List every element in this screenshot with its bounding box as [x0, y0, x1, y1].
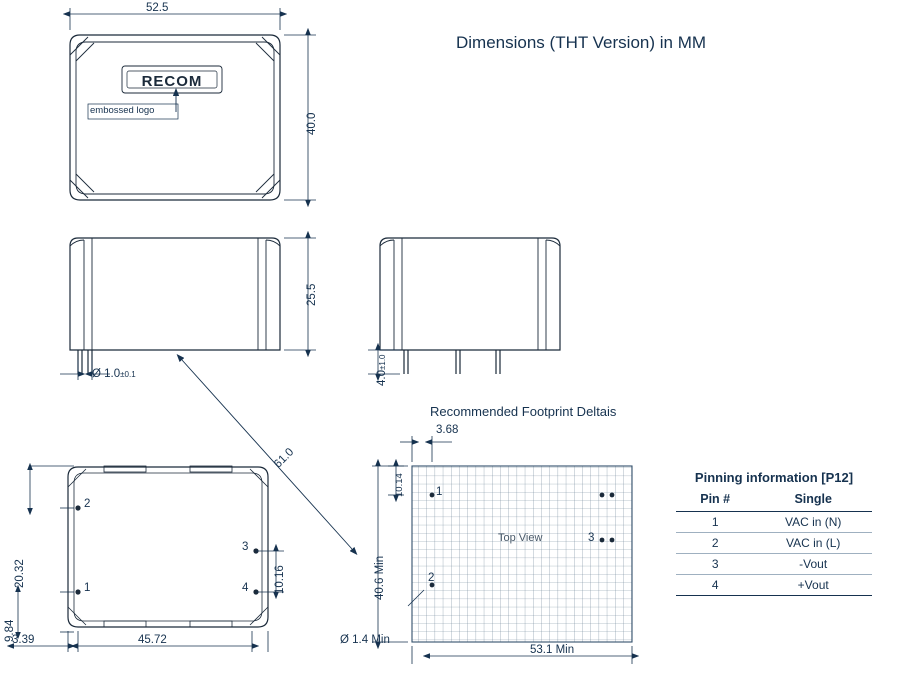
pin-length-value: 4.0 [376, 370, 388, 386]
cell-single: -Vout [754, 554, 872, 575]
dim-9-84-label: 9.84 [4, 619, 16, 642]
bottom-view-pin-1: 1 [84, 582, 91, 594]
dim-20-32-label: 20.32 [14, 559, 26, 588]
cell-pin: 2 [676, 533, 754, 554]
dim-front-height-label: 25.5 [306, 283, 318, 306]
pinning-information-table [676, 470, 872, 596]
page-title: Dimensions (THT Version) in MM [456, 33, 707, 52]
dim-pin-length-label [376, 354, 388, 386]
dim-hole-diameter-label: Ø 1.4 Min [340, 634, 390, 646]
dim-pin-diameter-label [92, 368, 136, 380]
pin-length-tolerance: ±1.0 [378, 354, 387, 370]
dim-bottom-left [10, 466, 74, 632]
svg-text:RECOM: RECOM [141, 73, 203, 90]
dim-top-width-label: 52.5 [146, 2, 169, 14]
table-header-row [676, 489, 872, 512]
table-row [676, 554, 872, 575]
header-single: Single [754, 489, 872, 512]
front-view-outline [70, 238, 280, 374]
dim-53-1-label: 53.1 Min [530, 644, 575, 656]
table-row [676, 512, 872, 533]
footprint-pin-2: 2 [428, 572, 435, 584]
dim-45-72-label: 45.72 [138, 634, 167, 646]
dim-top-height-label: 40.0 [306, 112, 318, 135]
dim-3-68-label: 3.68 [436, 424, 459, 436]
top-view-label: Top View [498, 532, 543, 544]
bottom-view-pin-3: 3 [242, 541, 249, 553]
footprint-pin-1: 1 [436, 486, 443, 498]
footprint-title: Recommended Footprint Deltais [430, 404, 617, 419]
footprint-pin-3: 3 [588, 532, 595, 544]
header-pin: Pin # [676, 489, 754, 512]
bottom-view-pin-2: 2 [84, 498, 91, 510]
embossed-logo-note: embossed logo [90, 105, 155, 116]
pin-diameter-value: Ø 1.0 [92, 368, 121, 380]
dim-10-16-label: 10.16 [274, 565, 286, 594]
cell-single: +Vout [754, 575, 872, 596]
cell-single: VAC in (N) [754, 512, 872, 533]
bottom-view-outline [68, 466, 268, 627]
dim-diagonal-label: 61.0 [272, 446, 297, 471]
pinning-table-title: Pinning information [P12] [694, 470, 854, 485]
cell-pin: 4 [676, 575, 754, 596]
bottom-view-pin-4: 4 [242, 582, 249, 594]
dim-3-39-label: 3.39 [12, 634, 35, 646]
side-view-outline [380, 238, 560, 374]
dim-top-width [70, 8, 280, 30]
dim-10-14-label: 10.14 [394, 473, 405, 497]
footprint-grid [412, 466, 632, 642]
table-row [676, 533, 872, 554]
dim-40-6-label: 40.6 Min [374, 555, 386, 600]
cell-pin: 3 [676, 554, 754, 575]
table-row [676, 575, 872, 596]
cell-single: VAC in (L) [754, 533, 872, 554]
top-view-outline [70, 35, 280, 200]
cell-pin: 1 [676, 512, 754, 533]
pin-diameter-tolerance: ±0.1 [120, 370, 136, 379]
